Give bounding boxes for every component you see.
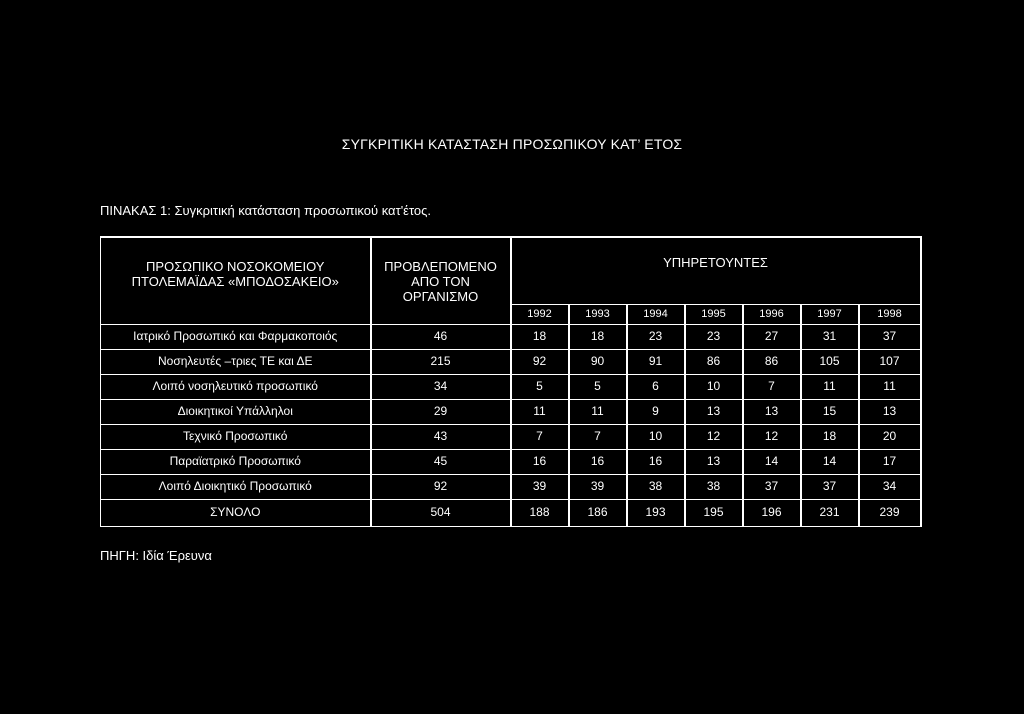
year-value: 18 — [801, 425, 859, 450]
table-row — [101, 325, 921, 350]
year-value: 7 — [569, 425, 627, 450]
row-label: Διοικητικοί Υπάλληλοι — [101, 400, 371, 425]
year-value: 27 — [743, 325, 801, 350]
planned-value: 504 — [371, 500, 511, 527]
planned-value: 34 — [371, 375, 511, 400]
year-value: 13 — [685, 450, 743, 475]
year-value: 11 — [859, 375, 921, 400]
year-value: 39 — [511, 475, 569, 500]
year-value: 23 — [685, 325, 743, 350]
year-value: 9 — [627, 400, 685, 425]
year-value: 37 — [859, 325, 921, 350]
year-header: 1997 — [801, 305, 859, 325]
year-value: 196 — [743, 500, 801, 527]
year-value: 39 — [569, 475, 627, 500]
year-header: 1996 — [743, 305, 801, 325]
year-value: 195 — [685, 500, 743, 527]
planned-value: 92 — [371, 475, 511, 500]
year-value: 86 — [685, 350, 743, 375]
table-row — [101, 375, 921, 400]
year-value: 15 — [801, 400, 859, 425]
year-value: 38 — [627, 475, 685, 500]
year-value: 37 — [743, 475, 801, 500]
planned-value: 45 — [371, 450, 511, 475]
table-row — [101, 350, 921, 375]
row-label: Λοιπό Διοικητικό Προσωπικό — [101, 475, 371, 500]
planned-column-header — [371, 237, 511, 325]
row-label: Ιατρικό Προσωπικό και Φαρμακοποιός — [101, 325, 371, 350]
year-value: 231 — [801, 500, 859, 527]
year-value: 239 — [859, 500, 921, 527]
year-value: 13 — [859, 400, 921, 425]
year-value: 11 — [801, 375, 859, 400]
year-value: 31 — [801, 325, 859, 350]
category-header-line-1: ΠΡΟΣΩΠΙΚΟ ΝΟΣΟΚΟΜΕΙΟΥ — [146, 259, 325, 274]
year-value: 5 — [511, 375, 569, 400]
category-column-header — [101, 237, 371, 325]
year-value: 16 — [569, 450, 627, 475]
year-value: 7 — [511, 425, 569, 450]
year-value: 7 — [743, 375, 801, 400]
year-value: 13 — [685, 400, 743, 425]
year-value: 34 — [859, 475, 921, 500]
serving-group-header: ΥΠΗΡΕΤΟΥΝΤΕΣ — [511, 237, 921, 305]
year-value: 11 — [569, 400, 627, 425]
table-row — [101, 425, 921, 450]
category-header-line-2: ΠΤΟΛΕΜΑΪΔΑΣ «ΜΠΟΔΟΣΑΚΕΙΟ» — [131, 273, 339, 289]
year-value: 37 — [801, 475, 859, 500]
year-value: 107 — [859, 350, 921, 375]
year-value: 17 — [859, 450, 921, 475]
year-header: 1995 — [685, 305, 743, 325]
total-label: ΣΥΝΟΛΟ — [101, 500, 371, 527]
table-row — [101, 400, 921, 425]
document-title: ΣΥΓΚΡΙΤΙΚΗ ΚΑΤΑΣΤΑΣΗ ΠΡΟΣΩΠΙΚΟΥ ΚΑΤ’ ΕΤΟΣ — [341, 136, 683, 152]
total-row — [101, 500, 921, 527]
staff-comparison-table — [100, 236, 922, 527]
year-header: 1998 — [859, 305, 921, 325]
year-value: 10 — [685, 375, 743, 400]
year-value: 105 — [801, 350, 859, 375]
table-body — [101, 325, 921, 527]
year-value: 14 — [801, 450, 859, 475]
row-label: Παραϊατρικό Προσωπικό — [101, 450, 371, 475]
year-value: 38 — [685, 475, 743, 500]
planned-header-line-2: ΑΠΟ ΤΟΝ — [411, 273, 470, 289]
year-value: 186 — [569, 500, 627, 527]
planned-header-line-3: ΟΡΓΑΝΙΣΜΟ — [402, 288, 479, 304]
year-value: 16 — [627, 450, 685, 475]
row-label: Νοσηλευτές –τριες ΤΕ και ΔΕ — [101, 350, 371, 375]
planned-header-line-1: ΠΡΟΒΛΕΠΟΜΕΝΟ — [384, 259, 497, 274]
year-value: 92 — [511, 350, 569, 375]
year-value: 18 — [569, 325, 627, 350]
year-value: 193 — [627, 500, 685, 527]
year-value: 13 — [743, 400, 801, 425]
table-row — [101, 475, 921, 500]
year-value: 12 — [743, 425, 801, 450]
table-row — [101, 450, 921, 475]
year-value: 18 — [511, 325, 569, 350]
year-value: 5 — [569, 375, 627, 400]
year-value: 20 — [859, 425, 921, 450]
table-header-row — [101, 237, 921, 305]
year-value: 6 — [627, 375, 685, 400]
year-value: 23 — [627, 325, 685, 350]
year-header: 1992 — [511, 305, 569, 325]
year-header: 1993 — [569, 305, 627, 325]
year-value: 86 — [743, 350, 801, 375]
year-value: 12 — [685, 425, 743, 450]
planned-value: 43 — [371, 425, 511, 450]
year-value: 188 — [511, 500, 569, 527]
year-value: 10 — [627, 425, 685, 450]
year-value: 91 — [627, 350, 685, 375]
planned-value: 46 — [371, 325, 511, 350]
planned-value: 215 — [371, 350, 511, 375]
table-caption: ΠΙΝΑΚΑΣ 1: Συγκριτική κατάσταση προσωπικού κατ'έτος. — [100, 203, 432, 218]
year-value: 90 — [569, 350, 627, 375]
row-label: Λοιπό νοσηλευτικό προσωπικό — [101, 375, 371, 400]
year-value: 14 — [743, 450, 801, 475]
year-value: 16 — [511, 450, 569, 475]
year-header: 1994 — [627, 305, 685, 325]
source-note: ΠΗΓΗ: Ιδία Έρευνα — [100, 548, 212, 563]
planned-value: 29 — [371, 400, 511, 425]
row-label: Τεχνικό Προσωπικό — [101, 425, 371, 450]
year-value: 11 — [511, 400, 569, 425]
